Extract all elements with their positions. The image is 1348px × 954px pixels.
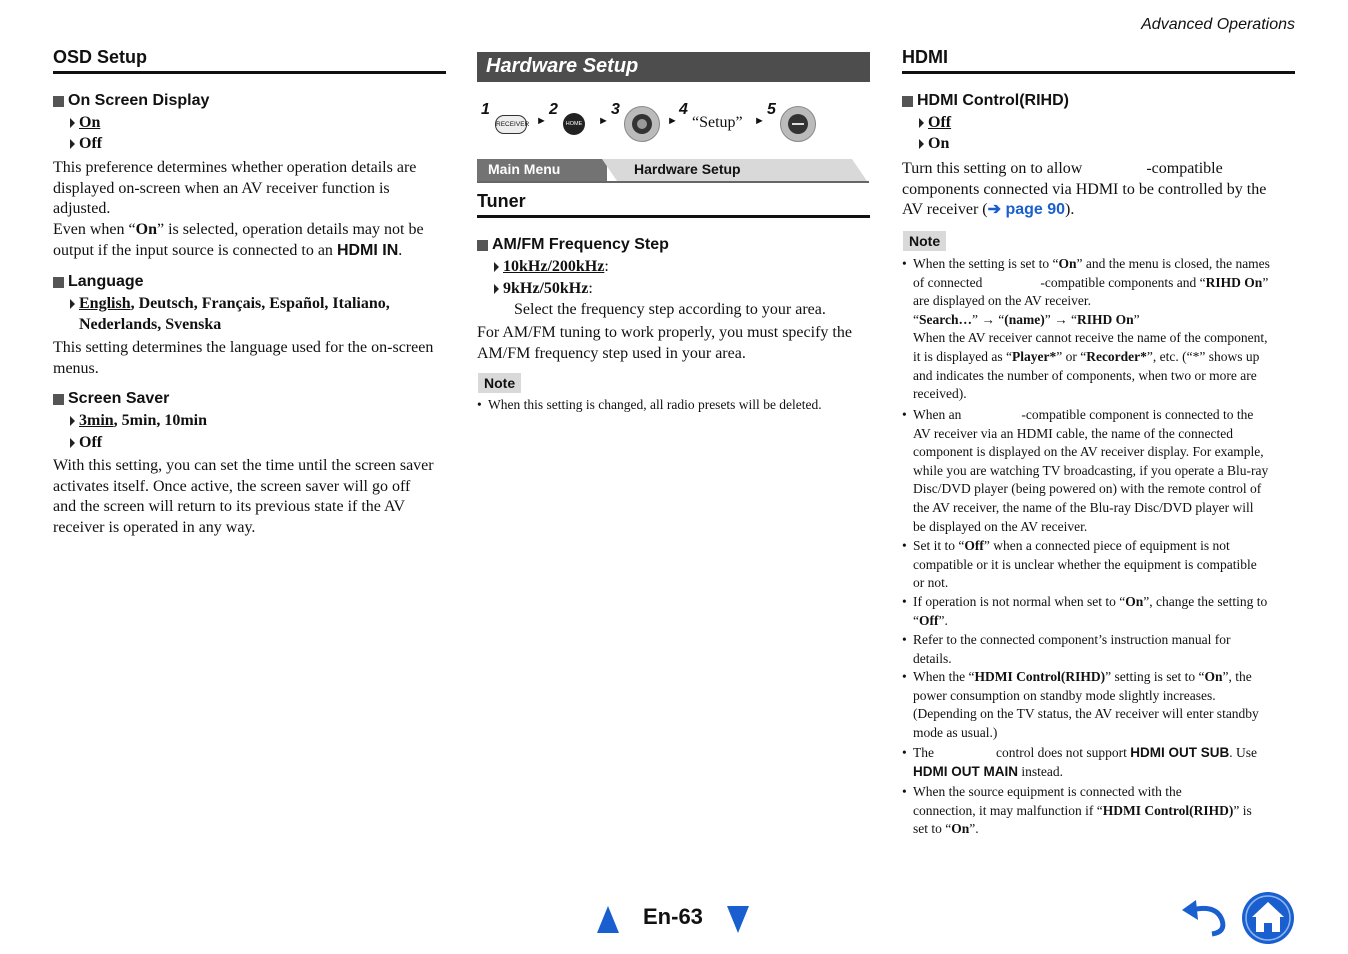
screen-saver-heading: Screen Saver: [53, 390, 169, 408]
hdmi-title-rule: [902, 71, 1295, 74]
arrow-right-icon: ►: [667, 115, 678, 127]
freq-option-description: Select the frequency step according to your area.: [514, 301, 826, 318]
triangle-bullet-icon: [494, 284, 499, 294]
hdmi-note-8: • When the source equipment is connected with the connection, it may malfunction if “HDMI Control(RIHD)” is set to “On”.: [902, 783, 1306, 839]
triangle-bullet-icon: [70, 118, 75, 128]
hdmi-note-5: • Refer to the connected component’s instruction manual for details.: [902, 631, 1306, 668]
step-number: 2: [549, 101, 558, 118]
language-options-line2: Nederlands, Svenska: [79, 316, 222, 333]
triangle-bullet-icon: [70, 438, 75, 448]
step-number: 3: [611, 101, 620, 118]
language-heading: Language: [53, 273, 144, 291]
osd-option-off: Off: [70, 135, 102, 153]
arrow-right-icon: ►: [754, 115, 765, 127]
note-badge: Note: [478, 373, 521, 393]
page-90-link[interactable]: ➔ page 90: [987, 201, 1066, 219]
hardware-setup-banner: Hardware Setup: [477, 52, 870, 82]
osd-description: This preference determines whether operation details are displayed on-screen when an AV receiver function is adjusted. Even when “On” is selected, operation details may not be output if the input source is connected to an HDMI IN.: [53, 159, 424, 259]
tuner-description: For AM/FM tuning to work properly, you must specify the AM/FM frequency step used in your area.: [477, 324, 852, 362]
language-options: English , Deutsch, Français, Español, Italiano,: [70, 295, 390, 313]
chapter-label: Advanced Operations: [1141, 16, 1295, 33]
hdmi-note-2: • When an -compatible component is connected to the AV receiver via an HDMI cable, the name of the connected component is displayed on the AV receiver display. For example, while you are watching TV broadcasting, if you operate a Blu-ray Disc/DVD player (being powered on) with the remote control of the AV receiver, the name of the Blu-ray Disc/DVD player will be displayed on the AV receiver.: [902, 406, 1306, 536]
freq-option-10khz: 10kHz/200kHz :: [494, 258, 609, 276]
hdmi-title: HDMI: [902, 47, 948, 67]
osd-option-on: On: [70, 114, 100, 132]
cursor-pad-icon: [624, 106, 660, 142]
am-fm-frequency-step-heading: AM/FM Frequency Step: [477, 236, 669, 254]
triangle-bullet-icon: [919, 139, 924, 149]
arrow-right-icon: ►: [536, 115, 547, 127]
square-bullet-icon: [902, 96, 913, 107]
hdmi-note-1: • When the setting is set to “On” and the menu is closed, the names of connected -compatible components and “RIHD On” are displayed on the AV receiver. “Search…” → “(name)” → “RIHD On” When the AV receiver cannot receive the name of the component, it is displayed as “Player*” or “Recorder*”, etc. (“*” shows up and indicates the number of components, when two or more are received).: [902, 255, 1306, 404]
breadcrumb-main-menu: Main Menu: [488, 161, 561, 177]
receiver-button-icon: RECEIVER: [495, 115, 527, 134]
home-button-icon: HOME: [563, 113, 585, 135]
hdmi-option-on: On: [919, 135, 949, 153]
tuner-note: • When this setting is changed, all radio presets will be deleted.: [477, 396, 878, 415]
square-bullet-icon: [53, 96, 64, 107]
step-number: 1: [481, 101, 490, 118]
triangle-bullet-icon: [919, 118, 924, 128]
screen-saver-options: 3min , 5min, 10min: [70, 412, 207, 430]
home-icon[interactable]: [1241, 891, 1295, 945]
hdmi-control-heading: HDMI Control(RIHD): [902, 92, 1069, 110]
triangle-bullet-icon: [70, 416, 75, 426]
hdmi-note-3: • Set it to “Off” when a connected piece of equipment is not compatible or it is unclear whether the equipment is compatible or not.: [902, 537, 1306, 593]
osd-setup-title: OSD Setup: [53, 47, 148, 67]
page-number: En-63: [643, 904, 703, 929]
language-description: This setting determines the language used for the on-screen menus.: [53, 339, 434, 377]
tuner-title: Tuner: [477, 191, 526, 211]
on-screen-display-heading: On Screen Display: [53, 92, 209, 110]
freq-option-9khz: 9kHz/50kHz :: [494, 280, 593, 298]
square-bullet-icon: [477, 240, 488, 251]
hdmi-description: Turn this setting on to allow -compatible components connected via HDMI to be controlled by the AV receiver (➔ page 90).: [902, 160, 1267, 219]
triangle-bullet-icon: [494, 262, 499, 272]
tuner-title-rule: [477, 215, 870, 218]
screen-saver-description: With this setting, you can set the time until the screen saver activates itself. Once active, the screen saver will go off and the screen will return to its previous state if the AV receiver is operated in any way.: [53, 457, 434, 537]
triangle-bullet-icon: [70, 299, 75, 309]
arrow-right-icon: ►: [598, 115, 609, 127]
hdmi-option-off: Off: [919, 114, 951, 132]
back-arrow-icon[interactable]: [1180, 896, 1230, 938]
cursor-pad-icon: [780, 106, 816, 142]
breadcrumb-hardware-setup: Hardware Setup: [634, 161, 741, 177]
setup-menu-label: “Setup”: [692, 114, 743, 131]
screen-saver-off: Off: [70, 434, 102, 452]
square-bullet-icon: [53, 277, 64, 288]
previous-page-arrow-icon[interactable]: [597, 906, 619, 934]
next-page-arrow-icon[interactable]: [727, 906, 749, 934]
hdmi-note-6: • When the “HDMI Control(RIHD)” setting is set to “On”, the power consumption on standby mode slightly increases. (Depending on the TV status, the AV receiver will enter standby mode as usual.): [902, 668, 1306, 742]
square-bullet-icon: [53, 394, 64, 405]
hdmi-note-7: • The control does not support HDMI OUT SUB. Use HDMI OUT MAIN instead.: [902, 744, 1306, 781]
osd-title-rule: [53, 71, 446, 74]
step-number: 5: [767, 101, 776, 118]
step-number: 4: [679, 101, 688, 118]
note-badge: Note: [903, 231, 946, 251]
triangle-bullet-icon: [70, 139, 75, 149]
hdmi-note-4: • If operation is not normal when set to “On”, change the setting to “Off”.: [902, 593, 1306, 630]
